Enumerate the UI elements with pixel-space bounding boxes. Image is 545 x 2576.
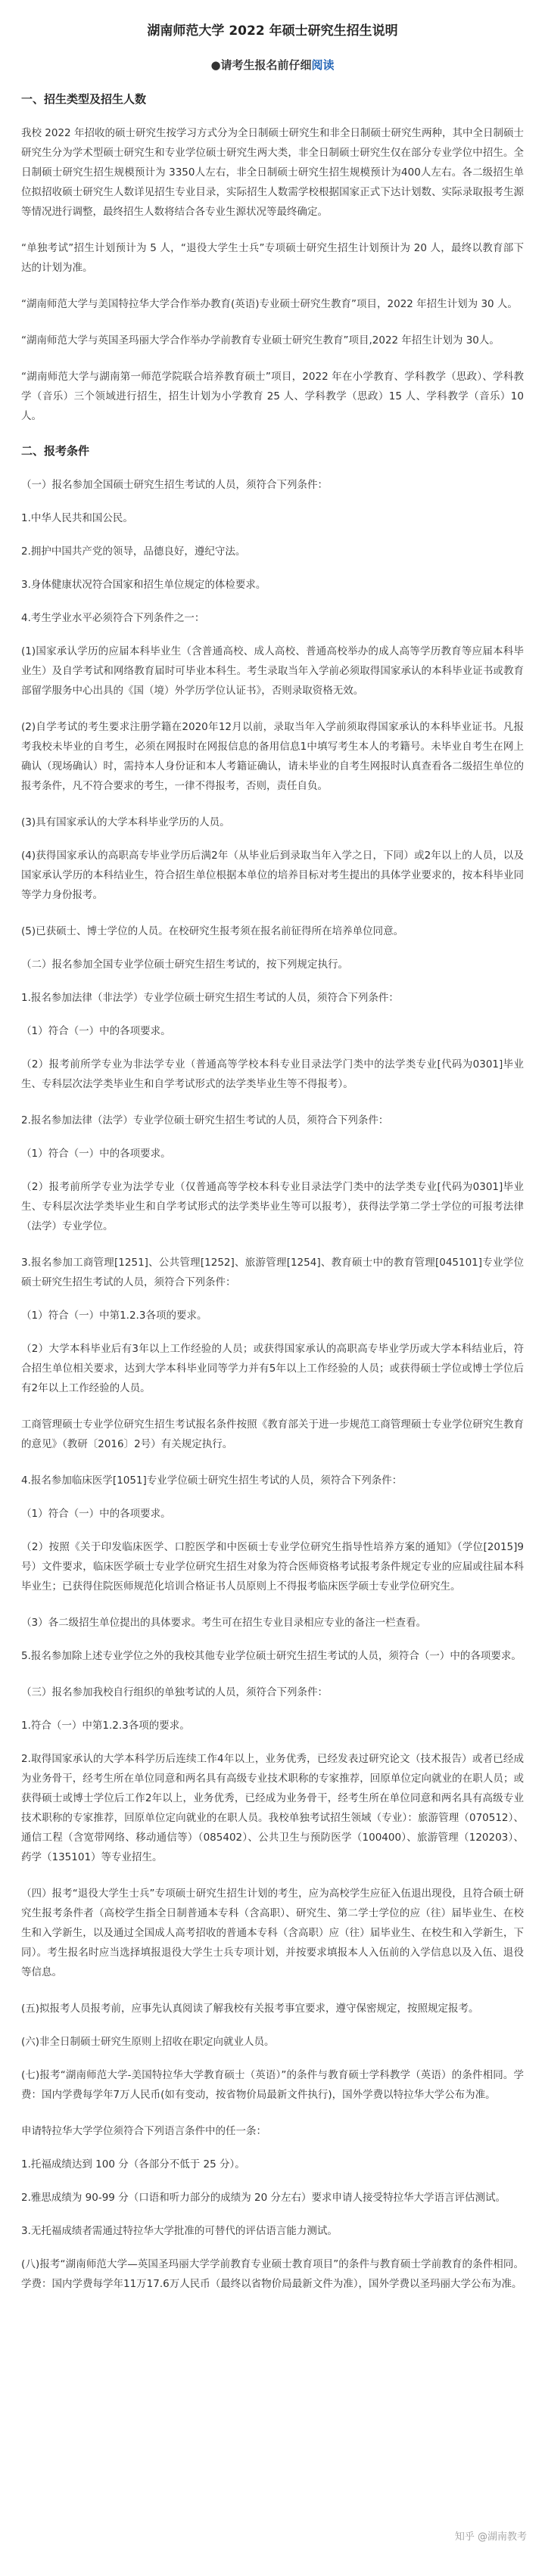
paragraph: “湖南师范大学与英国圣玛丽大学合作举办学前教育专业硕士研究生教育”项目,2022 年招生计划为 30人。 xyxy=(21,334,500,346)
condition-item: 1.符合（一）中第1.2.3各项的要求。 xyxy=(21,1720,190,1732)
subsection-paragraph: (五)拟报考人员报考前，应事先认真阅读了解我校有关报考事宜要求，遵守保密规定，按照规定报考。 xyxy=(21,2003,479,2015)
condition-subitem: （1）符合（一）中的各项要求。 xyxy=(21,1148,171,1160)
language-requirement: 1.托福成绩达到 100 分（各部分不低于 25 分）。 xyxy=(21,2158,245,2170)
subsection-heading: （二）报名参加全国专业学位硕士研究生招生考试的，按下列规定执行。 xyxy=(21,959,348,971)
condition-item: 4.考生学业水平必须符合下列条件之一： xyxy=(21,612,205,624)
condition-item: 3.身体健康状况符合国家和招生单位规定的体检要求。 xyxy=(21,579,266,591)
condition-subitem: (1)国家承认学历的应届本科毕业生（含普通高校、成人高校、普通高校举办的成人高等学历教育等应届本科毕业生）及自学考试和网络教育届时可毕业本科生。考生录取当年入学前必须取得国家承认的本科毕业证书或教育部留学服务中心出具的《国（境）外学历学位认证书》，否则录取资格无效。 xyxy=(21,645,524,697)
condition-item: 2.拥护中国共产党的领导，品德良好，遵纪守法。 xyxy=(21,545,246,558)
condition-note: 工商管理硕士专业学位研究生招生考试报名条件按照《教育部关于进一步规范工商管理硕士专业学位研究生教育的意见》（教研〔2016〕2号）有关规定执行。 xyxy=(21,1419,524,1450)
subsection-paragraph: (七)报考“湖南师范大学-美国特拉华大学教育硕士（英语）”的条件与教育硕士学科教学（英语）的条件相同。学费：国内学费每学年7万人民币(如有变动，按省物价局最新文件执行)，国外学费以特拉华大学公布为准。 xyxy=(21,2069,524,2101)
condition-item: 2.报名参加法律（法学）专业学位硕士研究生招生考试的人员，须符合下列条件： xyxy=(21,1114,389,1126)
condition-subitem: （1）符合（一）中的各项要求。 xyxy=(21,1025,171,1037)
paragraph: “单独考试”招生计划预计为 5 人，“退役大学生士兵”专项硕士研究生招生计划预计为 20 人，最终以教育部下达的计划为准。 xyxy=(21,242,524,274)
condition-subitem: （3）各二级招生单位提出的具体要求。考生可在招生专业目录相应专业的备注一栏查看。 xyxy=(21,1617,427,1629)
subsection-paragraph: (六)非全日制硕士研究生原则上招收在职定向就业人员。 xyxy=(21,2036,275,2048)
condition-subitem: （1）符合（一）中第1.2.3各项的要求。 xyxy=(21,1310,207,1322)
condition-subitem: (2)自学考试的考生要求注册学籍在2020年12月以前，录取当年入学前须取得国家承认的本科毕业证书。凡报考我校未毕业的自考生，必须在网报时在网报信息的备用信息1中填写考生本人的考籍号。未毕业自考生在网上确认（现场确认）时，需持本人身份证和本人考籍证确认，请未毕业的自考生网报时认真查看各二级招生单位的报考条件，凡不符合要求的考生，一律不得报考，否则，责任自负。 xyxy=(21,721,524,792)
read-link[interactable]: 阅读 xyxy=(311,58,335,72)
condition-item: 2.取得国家承认的大学本科学历后连续工作4年以上，业务优秀，已经发表过研究论文（技术报告）或者已经成为业务骨干，经考生所在单位同意和两名具有高级专业技术职称的专家推荐，回原单位定向就业的在职人员；或获得硕士或博士学位后工作2年以上，业务优秀，已经成为业务骨干，经考生所在单位同意和两名具有高级专业技术职称的专家推荐，回原单位定向就业的在职人员。我校单独考试招生领域（专业）：旅游管理（070512）、通信工程（含宽带网络、移动通信等）（085402）、公共卫生与预防医学（100400）、旅游管理（120203）、药学（135101）等专业招生。 xyxy=(21,1753,524,1863)
paragraph: “湖南师范大学与美国特拉华大学合作举办教育(英语)专业硕士研究生教育”项目，2022 年招生计划为 30 人。 xyxy=(21,298,518,310)
section-heading-enrollment: 一、招生类型及招生人数 xyxy=(21,92,147,106)
notice-line xyxy=(21,57,524,73)
condition-item: 4.报名参加临床医学[1051]专业学位硕士研究生招生考试的人员，须符合下列条件： xyxy=(21,1474,403,1487)
condition-subitem: (4)获得国家承认的高职高专毕业学历后满2年（从毕业后到录取当年入学之日，下同）或2年以上的人员，以及国家承认学历的本科结业生，符合招生单位根据本单位的培养目标对考生提出的具体学业要求的，按本科毕业同等学力身份报考。 xyxy=(21,850,524,901)
section-heading-conditions: 二、报考条件 xyxy=(21,444,90,458)
watermark: 知乎 @湖南教考 xyxy=(454,2531,527,2543)
language-requirement: 2.雅思成绩为 90-99 分（口语和听力部分的成绩为 20 分左右）要求申请人接受特拉华大学语言评估测试。 xyxy=(21,2192,506,2204)
condition-item: 1.中华人民共和国公民。 xyxy=(21,512,133,524)
paragraph: 我校 2022 年招收的硕士研究生按学习方式分为全日制硕士研究生和非全日制硕士研究生两种，其中全日制硕士研究生分为学术型硕士研究生和专业学位硕士研究生两大类，非全日制硕士研究生仅在部分专业学位中招生。全日制硕士研究生招生规模预计为 3350人左右，非全日制硕士研究生招生规模预计为400人左右。各二级招生单位拟招收硕士研究生人数详见招生专业目录，实际招生人数需学校根据国家正式下达计划数、实际录取报考生源等情况进行调整，最终招生人数将结合各专业生源状况等最终确定。 xyxy=(21,127,524,218)
condition-subitem: (3)具有国家承认的大学本科毕业学历的人员。 xyxy=(21,816,230,828)
language-requirement: 3.无托福成绩者需通过特拉华大学批准的可替代的评估语言能力测试。 xyxy=(21,2225,338,2237)
subsection-heading: （一）报名参加全国硕士研究生招生考试的人员，须符合下列条件： xyxy=(21,479,328,491)
condition-subitem: (5)已获硕士、博士学位的人员。在校研究生报考须在报名前征得所在培养单位同意。 xyxy=(21,925,404,937)
condition-subitem: （2）大学本科毕业后有3年以上工作经验的人员；或获得国家承认的高职高专毕业学历或大学本科结业后，符合招生单位相关要求，达到大学本科毕业同等学力并有5年以上工作经验的人员；或获得硕士学位或博士学位后有2年以上工作经验的人员。 xyxy=(21,1343,524,1394)
condition-subitem: （2）报考前所学专业为非法学专业（普通高等学校本科专业目录法学门类中的法学类专业[代码为0301]毕业生、专科层次法学类毕业生和自学考试形式的法学类毕业生等不得报考）。 xyxy=(21,1058,524,1090)
subsection-paragraph: (八)报考“湖南师范大学—英国圣玛丽大学学前教育专业硕士教育项目”的条件与教育硕士学前教育的条件相同。学费：国内学费每学年11万17.6万人民币（最终以省物价局最新文件为准），国外学费以圣玛丽大学公布为准。 xyxy=(21,2258,524,2290)
subsection-heading: （三）报名参加我校自行组织的单独考试的人员，须符合下列条件： xyxy=(21,1686,328,1698)
condition-subitem: （2）报考前所学专业为法学专业（仅普通高等学校本科专业目录法学门类中的法学类专业[代码为0301]毕业生、专科层次法学类毕业生和自学考试形式的法学类毕业生等可以报考），获得法学第二学士学位的可报考法律（法学）专业学位。 xyxy=(21,1181,524,1232)
notice-text: ●请考生报名前仔细 xyxy=(210,58,312,72)
paragraph: “湖南师范大学与湖南第一师范学院联合培养教育硕士”项目，2022 年在小学教育、学科教学（思政）、学科教学（音乐）三个领域进行招生，招生计划为小学教育 25 人、学科教学（思政）15 人、学科教学（音乐）10 人。 xyxy=(21,371,524,422)
page-title: 湖南师范大学 2022 年硕士研究生招生说明 xyxy=(147,23,398,39)
condition-subitem: （2）按照《关于印发临床医学、口腔医学和中医硕士专业学位研究生指导性培养方案的通知》（学位[2015]9号）文件要求，临床医学硕士专业学位研究生招生对象为符合医师资格考试报考条件规定专业的应届或往届本科毕业生；已获得住院医师规范化培训合格证书人员原则上不得报考临床医学硕士专业学位研究生。 xyxy=(21,1541,524,1593)
condition-item: 5.报名参加除上述专业学位之外的我校其他专业学位硕士研究生招生考试的人员，须符合（一）中的各项要求。 xyxy=(21,1650,522,1662)
condition-item: 3.报名参加工商管理[1251]、公共管理[1252]、旅游管理[1254]、教育硕士中的教育管理[045101]专业学位硕士研究生招生考试的人员，须符合下列条件： xyxy=(21,1257,524,1288)
condition-item: 1.报名参加法律（非法学）专业学位硕士研究生招生考试的人员，须符合下列条件： xyxy=(21,992,399,1004)
condition-subitem: （1）符合（一）中的各项要求。 xyxy=(21,1508,171,1520)
language-requirements-heading: 申请特拉华大学学位须符合下列语言条件中的任一条： xyxy=(21,2125,266,2137)
subsection-paragraph: （四）报考“退役大学生士兵”专项硕士研究生招生计划的考生，应为高校学生应征入伍退出现役，且符合硕士研究生报考条件者（高校学生指全日制普通本专科（含高职）、研究生、第二学士学位的应（往）届毕业生、在校生和入学新生，以及通过全国成人高考招收的普通本专科（含高职）应（往）届毕业生、在校生和入学新生，下同）。考生报名时应当选择填报退役大学生士兵专项计划，并按要求填报本人入伍前的入学信息以及入伍、退役等信息。 xyxy=(21,1888,524,1978)
